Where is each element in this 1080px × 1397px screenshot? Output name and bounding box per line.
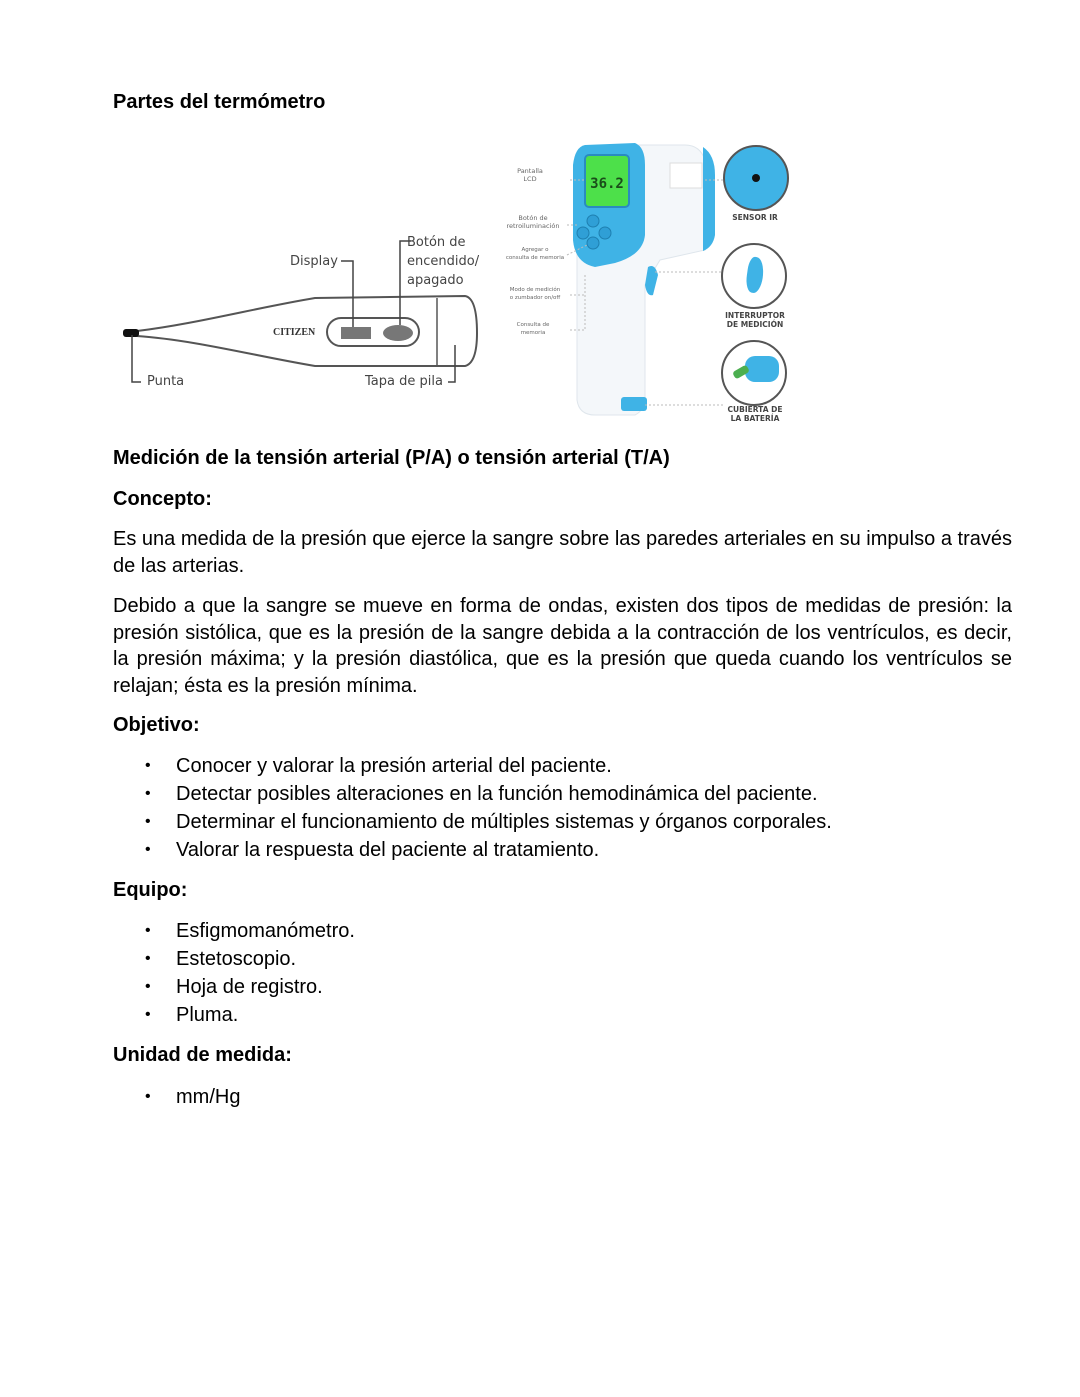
label-memory-add: Agregar o consulta de memoria	[505, 247, 565, 261]
concept-paragraph-1: Es una medida de la presión que ejerce la sangre sobre las paredes arteriales en su impulso a través de las arterias.	[113, 528, 1012, 577]
list-item: • mm/Hg	[113, 1083, 240, 1111]
units-list	[113, 1083, 240, 1111]
list-item: • Esfigmomanómetro.	[113, 917, 355, 945]
equipment-list	[113, 917, 355, 1029]
bullet-icon: •	[145, 978, 151, 995]
list-item: • Estetoscopio.	[113, 945, 355, 973]
label-backlight-button: Botón de retroiluminación	[506, 214, 560, 230]
label-memory-query: Consulta de memoria	[516, 322, 550, 336]
list-item: • Detectar posibles alteraciones en la función hemodinámica del paciente.	[113, 780, 832, 808]
battery-compartment-icon	[745, 356, 779, 382]
bullet-icon: •	[145, 950, 151, 967]
section-title-blood-pressure: Medición de la tensión arterial (P/A) o tensión arterial (T/A)	[113, 447, 670, 469]
label-tip: Punta	[147, 374, 185, 389]
heading-concept: Concepto:	[113, 488, 212, 510]
infrared-thermometer-diagram	[495, 135, 795, 430]
caption-battery-cover: CUBIERTA DE LA BATERÍA	[727, 405, 783, 423]
bullet-icon: •	[145, 757, 151, 774]
caption-trigger: INTERRUPTOR DE MEDICIÓN	[725, 311, 785, 329]
list-item: • Valorar la respuesta del paciente al tratamiento.	[113, 836, 832, 864]
bullet-icon: •	[145, 813, 151, 830]
label-power-button: Botón de encendido/ apagado	[407, 235, 480, 288]
list-item: • Pluma.	[113, 1001, 355, 1029]
lcd-reading-text: 36.2	[590, 176, 624, 192]
label-lcd-screen: Pantalla LCD	[517, 167, 543, 183]
objectives-list	[113, 752, 832, 864]
list-item: • Determinar el funcionamiento de múltiples sistemas y órganos corporales.	[113, 808, 832, 836]
sensor-dot-icon	[752, 174, 760, 182]
label-battery-cover: Tapa de pila	[365, 374, 443, 389]
label-measurement-mode: Modo de medición o zumbador on/off	[509, 287, 561, 301]
concept-paragraph-2: Debido a que la sangre se mueve en forma de ondas, existen dos tipos de medidas de presión: la presión sistólica, que es la presión de la sangre debida a la contracción de los ventrículos, es decir, la presión máxima; y la presión diastólica, que es la presión que queda cuando los ventrículos se relajan; ésta es la presión mínima.	[113, 595, 1012, 697]
digital-thermometer-diagram	[115, 228, 485, 398]
heading-objective: Objetivo:	[113, 714, 200, 736]
heading-unit: Unidad de medida:	[113, 1044, 292, 1066]
bullet-icon: •	[145, 922, 151, 939]
trigger-shape-icon	[745, 256, 766, 294]
heading-equipment: Equipo:	[113, 879, 188, 901]
bullet-icon: •	[145, 1006, 151, 1023]
bullet-icon: •	[145, 841, 151, 858]
caption-sensor-ir: SENSOR IR	[732, 213, 778, 222]
brand-label: CITIZEN	[273, 327, 316, 338]
section-title-thermometer-parts: Partes del termómetro	[113, 91, 326, 113]
trigger-callout-image	[721, 243, 787, 309]
bullet-icon: •	[145, 1088, 151, 1105]
list-item: • Conocer y valorar la presión arterial del paciente.	[113, 752, 832, 780]
battery-cover-callout-image	[721, 340, 787, 406]
sensor-ir-callout-image	[723, 145, 789, 211]
bullet-icon: •	[145, 785, 151, 802]
list-item: • Hoja de registro.	[113, 973, 355, 1001]
label-display: Display	[290, 254, 338, 269]
